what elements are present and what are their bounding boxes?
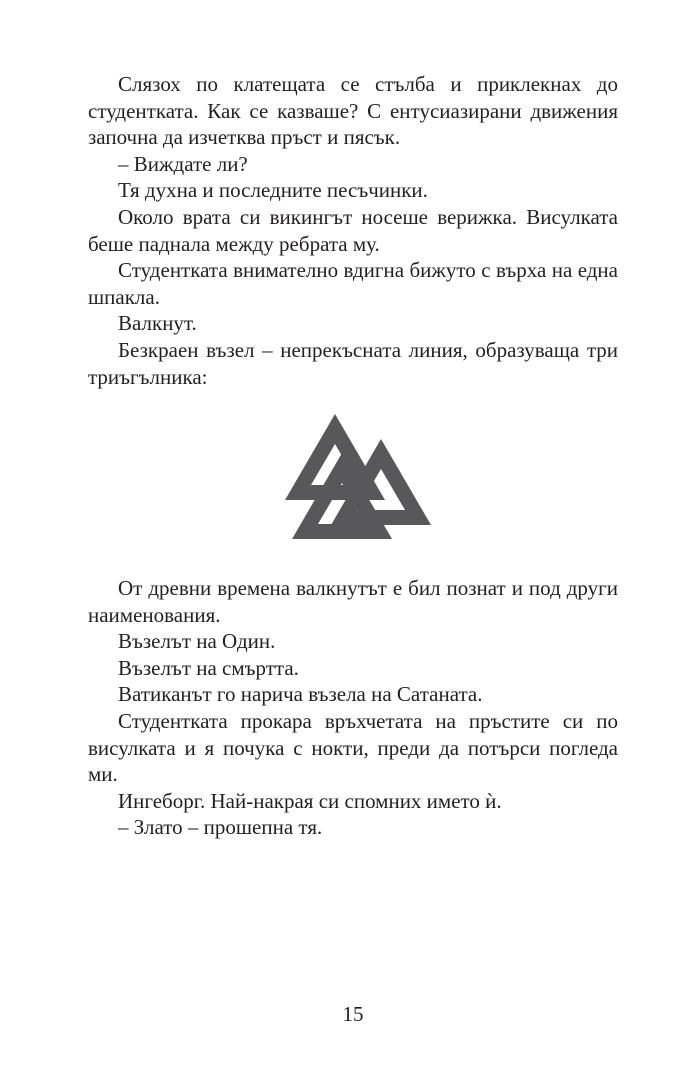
paragraph: Възелът на смъртта. (118, 655, 299, 680)
paragraph: Възелът на Один. (118, 629, 276, 654)
paragraph: Безкраен възел – непрекъсната линия, образуваща три триъгълника: (88, 337, 618, 389)
paragraph: Валкнут. (118, 311, 197, 336)
paragraph: Ватиканът го нарича възела на Сатаната. (118, 682, 483, 707)
paragraph: От древни времена валкнутът е бил познат и под други наименования. (88, 576, 618, 627)
paragraph: Ингеборг. Най-накрая си спомних името ѝ. (118, 788, 502, 813)
paragraph: Студентката прокара връхчетата на пръстите си по висулката и я почука с нокти, преди да потърси погледа ми. (88, 708, 618, 787)
paragraph: Тя духна и последните песъчинки. (118, 178, 428, 203)
paragraph: – Злато – прошепна тя. (118, 815, 323, 840)
book-page (88, 0, 618, 1077)
paragraph: – Виждате ли? (118, 151, 248, 176)
page-number: 15 (342, 1002, 364, 1026)
paragraph: Около врата си викингът носеше верижка. Висулката беше паднала между ребрата му. (88, 204, 618, 256)
valknut-icon (285, 414, 431, 539)
paragraph: Слязох по клатещата се стълба и приклекнах до студентката. Как се казваше? С ентусиазирани движения започна да изчетква пръст и пясък. (88, 72, 618, 150)
text-block-bottom (88, 575, 618, 841)
paragraph: Студентката внимателно вдигна бижуто с върха на една шпакла. (88, 258, 618, 309)
text-block-top (88, 71, 618, 390)
